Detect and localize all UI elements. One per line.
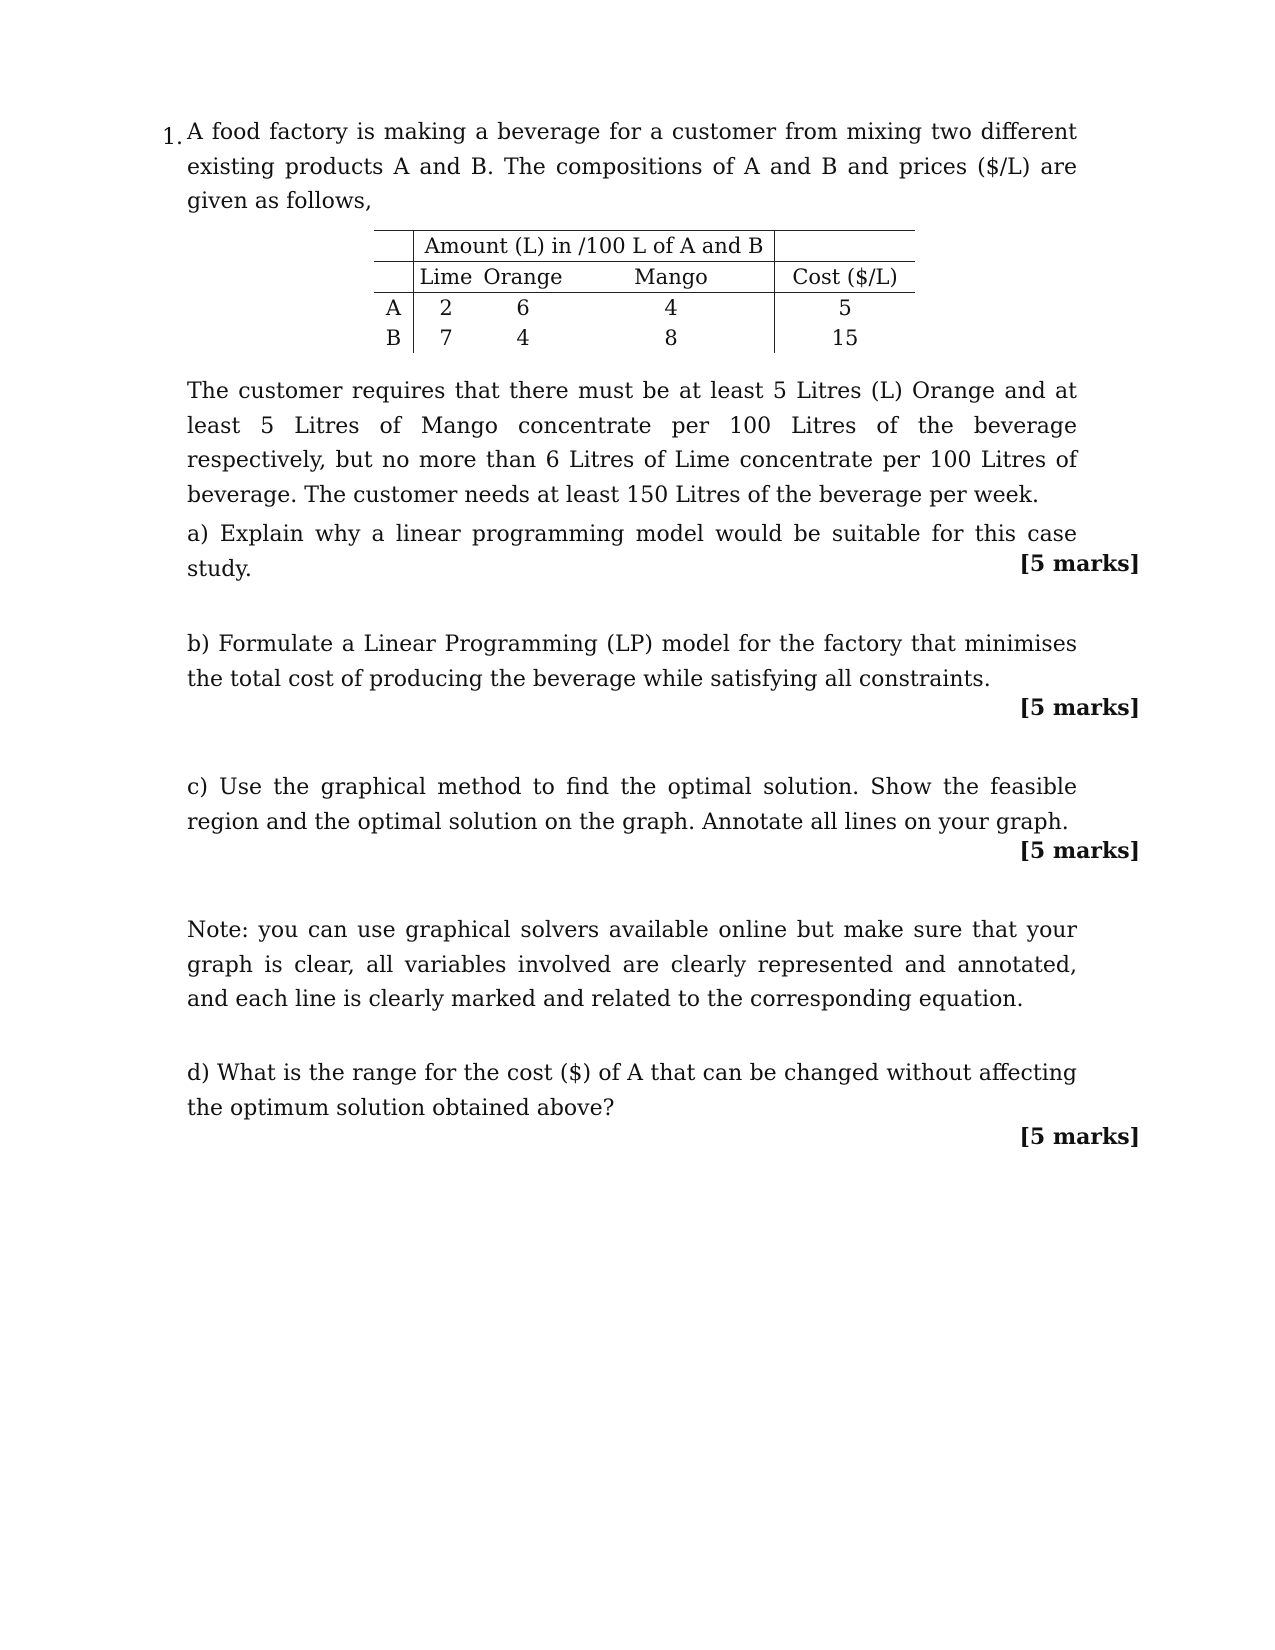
header-orange: Orange <box>478 262 568 293</box>
question-intro: A food factory is making a beverage for a customer from mixing two different existing products A and B. The compositions of A and B and prices ($/L) are given as follows, <box>187 120 1077 214</box>
table-cell: 4 <box>664 296 678 320</box>
row-label: A <box>374 293 414 324</box>
header-lime: Lime <box>414 262 479 293</box>
table-row <box>374 293 915 324</box>
header-cost: Cost ($/L) <box>775 262 916 293</box>
group-header: Amount (L) in /100 L of A and B <box>414 231 775 262</box>
part-b-marks: [5 marks] <box>1019 695 1140 721</box>
part-b-text: b) Formulate a Linear Programming (LP) model for the factory that minimises the total cost of producing the beverage while satisfying all constraints. <box>187 632 1077 692</box>
requirements-paragraph: The customer requires that there must be at least 5 Litres (L) Orange and at least 5 Litres of Mango concentrate per 100 Litres of the beverage respectively, but no more than 6 Litres of Lime concentrate per 100 Litres of beverage. The customer needs at least 150 Litres of the beverage per week. <box>187 379 1077 508</box>
table-cell: 2 <box>439 296 453 320</box>
table-cell: 15 <box>775 323 916 353</box>
table-cell: 8 <box>664 326 678 350</box>
question-number: 1. <box>162 125 183 150</box>
row-label: B <box>374 323 414 353</box>
table-cell: 7 <box>439 326 453 350</box>
table-cell: 5 <box>775 293 916 324</box>
part-a-text: a) Explain why a linear programming model would be suitable for this case study. <box>187 522 1077 582</box>
part-d-marks: [5 marks] <box>1019 1124 1140 1150</box>
note-paragraph: Note: you can use graphical solvers available online but make sure that your graph is clear, all variables involved are clearly represented and annotated, and each line is clearly marked and related to the corresponding equation. <box>187 918 1077 1012</box>
table-cell: 4 <box>516 326 530 350</box>
part-c-text: c) Use the graphical method to find the optimal solution. Show the feasible region and the optimal solution on the graph. Annotate all lines on your graph. <box>187 775 1077 835</box>
table-row <box>374 323 915 353</box>
part-d-text: d) What is the range for the cost ($) of A that can be changed without affecting the optimum solution obtained above? <box>187 1061 1077 1121</box>
header-mango: Mango <box>568 262 775 293</box>
part-a-marks: [5 marks] <box>1019 551 1140 577</box>
composition-table <box>374 230 915 353</box>
table-cell: 6 <box>516 296 530 320</box>
part-c-marks: [5 marks] <box>1019 838 1140 864</box>
